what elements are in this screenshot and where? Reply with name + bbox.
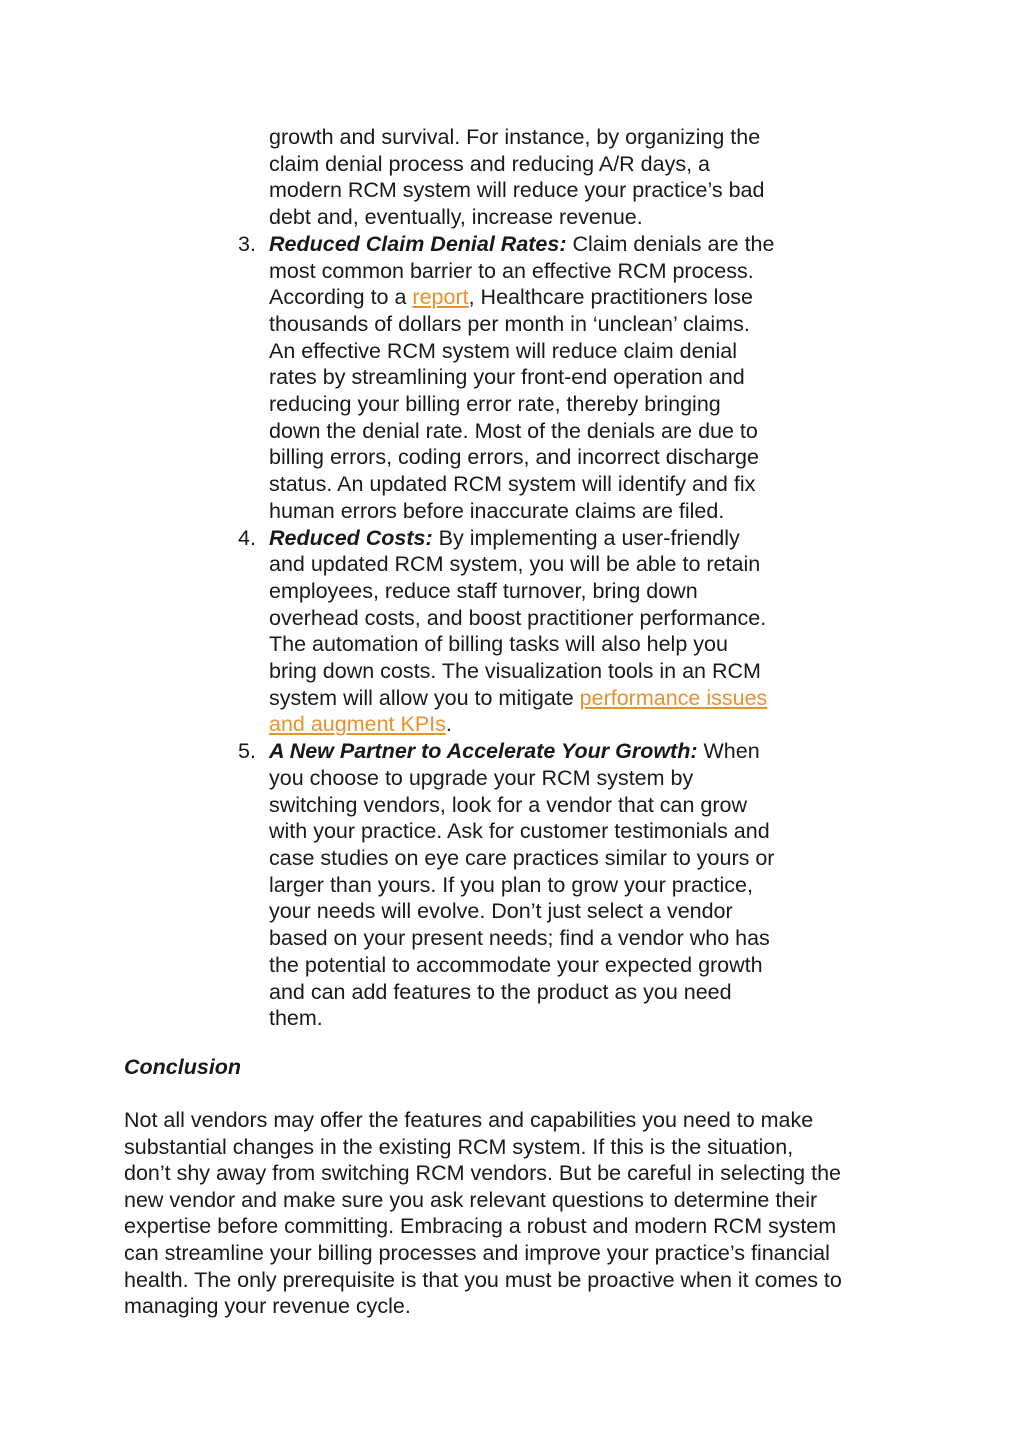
text-line: Not all vendors may offer the features and capabilities you need to make [124, 1108, 814, 1132]
text-line: most common barrier to an effective RCM process. [269, 258, 754, 283]
list-number: 3. [238, 231, 256, 256]
item-text: , Healthcare practitioners lose [468, 285, 754, 310]
text-line: claim denial process and reducing A/R days, a [269, 151, 710, 176]
item-text: According to a [269, 285, 413, 310]
list-item-4 [238, 525, 838, 739]
augment-kpis-link[interactable]: and augment KPIs [269, 712, 446, 737]
text-line [269, 711, 838, 738]
item-text: . [445, 712, 452, 737]
text-line: human errors before inaccurate claims are filed. [269, 498, 725, 523]
text-line: The automation of billing tasks will also help you [269, 632, 728, 657]
text-line: and updated RCM system, you will be able to retain [269, 552, 761, 577]
text-line: larger than yours. If you plan to grow your practice, [269, 872, 753, 897]
conclusion-heading: Conclusion [124, 1055, 242, 1079]
text-line: you choose to upgrade your RCM system by [269, 765, 694, 790]
item-text: By implementing a user-friendly [432, 525, 740, 550]
text-line [269, 231, 838, 258]
text-line: managing your revenue cycle. [124, 1294, 411, 1319]
text-line [269, 525, 838, 552]
report-link[interactable]: report [412, 285, 469, 310]
text-line: your needs will evolve. Don’t just select a vendor [269, 899, 733, 924]
item-text: system will allow you to mitigate [269, 685, 580, 710]
text-line: reducing your billing error rate, thereby bringing [269, 392, 721, 417]
text-line: employees, reduce staff turnover, bring down [269, 578, 698, 603]
text-line: expertise before committing. Embracing a robust and modern RCM system [124, 1214, 837, 1239]
text-line: modern RCM system will reduce your practice’s bad [269, 178, 765, 203]
text-line: don’t shy away from switching RCM vendors. But be careful in selecting the [124, 1161, 841, 1186]
text-line: overhead costs, and boost practitioner performance. [269, 605, 767, 630]
list-item-2-continuation [238, 124, 838, 231]
text-line [269, 685, 838, 712]
text-line: based on your present needs; find a vendor who has [269, 926, 770, 951]
text-line: substantial changes in the existing RCM system. If this is the situation, [124, 1134, 794, 1159]
list-number: 5. [238, 739, 256, 764]
list-number: 4. [238, 525, 256, 550]
text-line: thousands of dollars per month in ‘unclean’ claims. [269, 311, 750, 336]
text-line: rates by streamlining your front-end operation and [269, 365, 745, 390]
text-line: switching vendors, look for a vendor that can grow [269, 792, 748, 817]
item-title: Reduced Claim Denial Rates: [269, 231, 567, 256]
text-line: status. An updated RCM system will identify and fix [269, 472, 756, 497]
list-item-5 [238, 738, 838, 1032]
text-line: new vendor and make sure you ask relevant questions to determine their [124, 1187, 818, 1212]
text-line: bring down costs. The visualization tools in an RCM [269, 659, 761, 684]
text-line: billing errors, coding errors, and incorrect discharge [269, 445, 759, 470]
text-line: the potential to accommodate your expected growth [269, 952, 763, 977]
text-line: can streamline your billing processes and improve your practice’s financial [124, 1240, 830, 1265]
performance-issues-link[interactable]: performance issues [579, 685, 768, 710]
list-item-3 [238, 231, 838, 525]
text-line [269, 738, 838, 765]
item-text: When [697, 739, 760, 764]
item-title: A New Partner to Accelerate Your Growth: [269, 739, 698, 764]
text-line: them. [269, 1006, 323, 1031]
conclusion-paragraph [124, 1107, 924, 1320]
text-line: down the denial rate. Most of the denials are due to [269, 418, 758, 443]
text-line: An effective RCM system will reduce claim denial [269, 338, 737, 363]
text-line: and can add features to the product as you need [269, 979, 732, 1004]
item-text: Claim denials are the [566, 231, 775, 256]
text-line [269, 284, 838, 311]
text-line: debt and, eventually, increase revenue. [269, 205, 643, 230]
text-line: growth and survival. For instance, by organizing the [269, 125, 761, 149]
text-line: health. The only prerequisite is that you must be proactive when it comes to [124, 1267, 842, 1292]
benefits-list [238, 124, 838, 1032]
item-title: Reduced Costs: [269, 525, 433, 550]
text-line: case studies on eye care practices similar to yours or [269, 845, 775, 870]
text-line: with your practice. Ask for customer testimonials and [269, 819, 770, 844]
